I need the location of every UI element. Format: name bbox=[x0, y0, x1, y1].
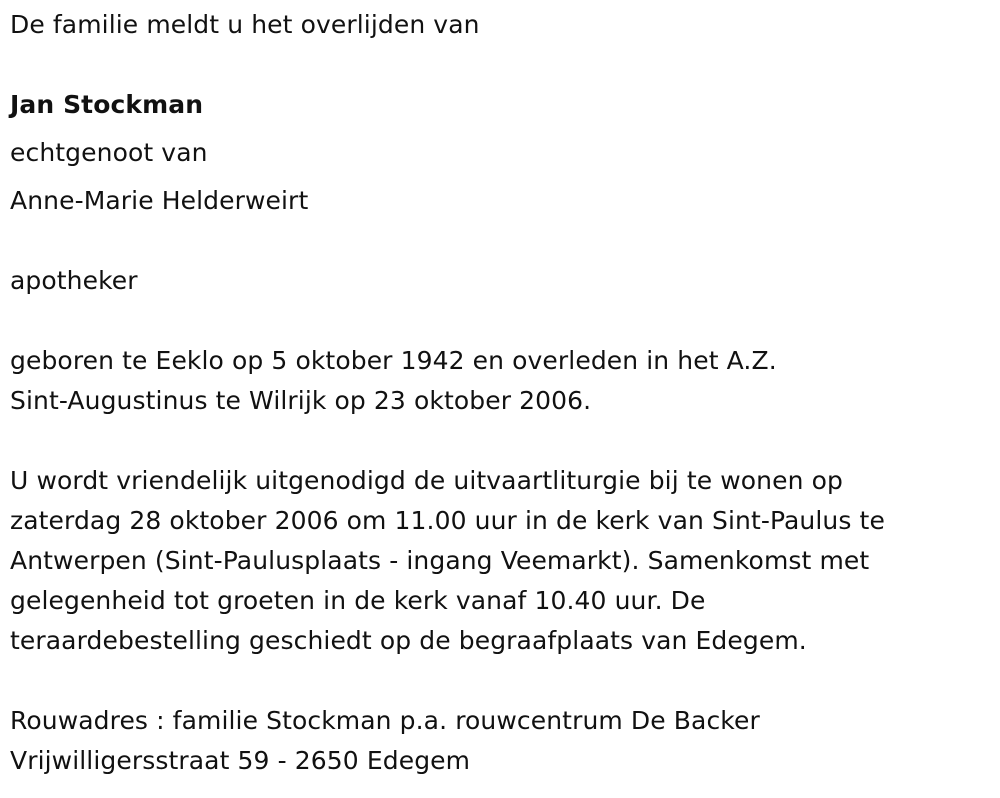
birth-death-line-1: geboren te Eeklo op 5 oktober 1942 en overleden in het A.Z. bbox=[10, 346, 777, 375]
occupation: apotheker bbox=[10, 266, 138, 295]
funeral-line-4: gelegenheid tot groeten in de kerk vanaf 10.40 uur. De bbox=[10, 586, 706, 615]
spouse-name: Anne-Marie Helderweirt bbox=[10, 186, 309, 215]
funeral-line-1: U wordt vriendelijk uitgenodigd de uitvaartliturgie bij te wonen op bbox=[10, 466, 843, 495]
funeral-line-3: Antwerpen (Sint-Paulusplaats - ingang Veemarkt). Samenkomst met bbox=[10, 546, 870, 575]
intro-text: De familie meldt u het overlijden van bbox=[10, 10, 480, 39]
funeral-line-2: zaterdag 28 oktober 2006 om 11.00 uur in de kerk van Sint-Paulus te bbox=[10, 506, 885, 535]
funeral-line-5: teraardebestelling geschiedt op de begraafplaats van Edegem. bbox=[10, 626, 807, 655]
address-line-1: Rouwadres : familie Stockman p.a. rouwcentrum De Backer bbox=[10, 706, 760, 735]
birth-death-line-2: Sint-Augustinus te Wilrijk op 23 oktober 2006. bbox=[10, 386, 592, 415]
address-line-2: Vrijwilligersstraat 59 - 2650 Edegem bbox=[10, 746, 471, 775]
spouse-label: echtgenoot van bbox=[10, 138, 208, 167]
deceased-name: Jan Stockman bbox=[10, 90, 204, 119]
